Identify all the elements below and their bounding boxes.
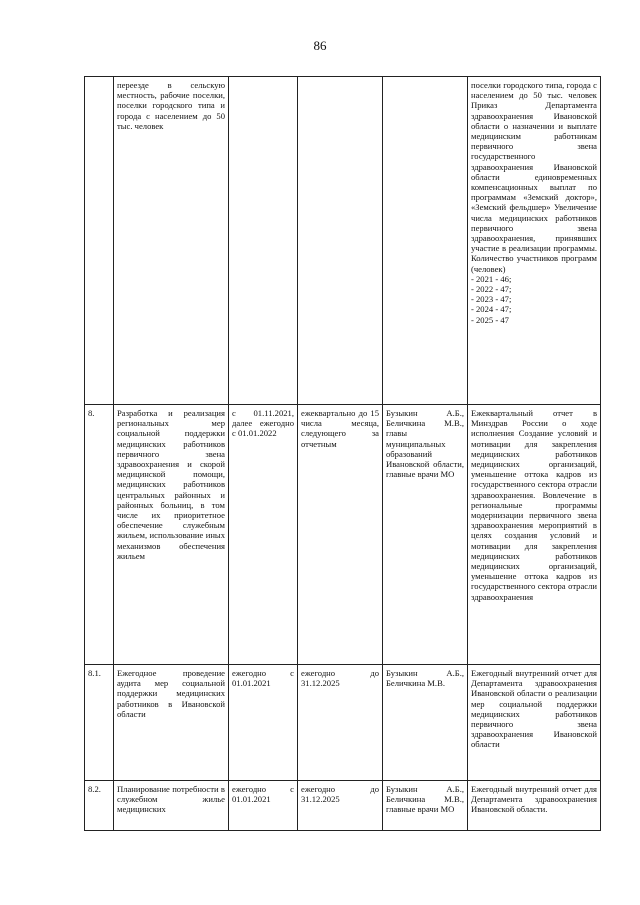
result-text: поселки городского типа, города с населением до 50 тыс. человек Приказ Департамента здравоохранения Ивановской области о назначении и выплате медицинским работникам первичного звена государственного здравоохранения Ивановской области единовременных компенсационных выплат по программам «Земский доктор», «Земский фельдшер» Увеличение числа медицинских работников первичного звена здравоохранения, принявших участие в реализации программы. Количество участников программ (человек) xyxy=(471,80,597,274)
responsible: Бузыкин А.Б., Беличкина М.В., главы муниципальных образований Ивановской области, главные врачи МО xyxy=(383,405,468,665)
list-item: - 2023 - 47; xyxy=(471,294,512,305)
list-item: - 2021 - 46; xyxy=(471,273,512,284)
responsible: Бузыкин А.Б., Беличкина М.В. xyxy=(383,665,468,781)
table-row xyxy=(85,77,601,405)
table-row xyxy=(85,665,601,781)
table-row xyxy=(85,405,601,665)
row-number: 8.1. xyxy=(85,665,114,781)
start-date: с 01.11.2021, далее ежегодно с 01.01.2022 xyxy=(229,405,298,665)
end-date: ежегодно до 31.12.2025 xyxy=(298,665,383,781)
list-item: - 2022 - 47; xyxy=(471,284,512,295)
responsible xyxy=(383,77,468,405)
table-row xyxy=(85,781,601,831)
measure-name: Ежегодное проведение аудита мер социальной поддержки медицинских работников в Ивановской области xyxy=(114,665,229,781)
row-number: 8. xyxy=(85,405,114,665)
participants-list xyxy=(471,274,597,325)
expected-result: Ежегодный внутренний отчет для Департамента здравоохранения Ивановской области. xyxy=(468,781,601,831)
responsible: Бузыкин А.Б., Беличкина М.В., главные врачи МО xyxy=(383,781,468,831)
start-date: ежегодно с 01.01.2021 xyxy=(229,781,298,831)
start-date xyxy=(229,77,298,405)
measure-name: Планирование потребности в служебном жилье медицинских xyxy=(114,781,229,831)
measure-name: переезде в сельскую местность, рабочие поселки, поселки городского типа и города с населением до 50 тыс. человек xyxy=(114,77,229,405)
end-date xyxy=(298,77,383,405)
list-item: - 2024 - 47; xyxy=(471,304,512,315)
expected-result: Ежеквартальный отчет в Минздрав России о ходе исполнения Создание условий и мотивации для закрепления медицинских работников медицинских организаций, уменьшение оттока кадров из государственного сектора отрасли здравоохранения. Вовлечение в региональные программы модернизации первичного звена здравоохранения мероприятий в целях создания условий и мотивации для закрепления медицинских работников медицинских организаций, уменьшение оттока кадров из государственного сектора отрасли здравоохранения xyxy=(468,405,601,665)
start-date: ежегодно с 01.01.2021 xyxy=(229,665,298,781)
expected-result xyxy=(468,77,601,405)
expected-result: Ежегодный внутренний отчет для Департамента здравоохранения Ивановской области о реализации мер социальной поддержки медицинских работников первичного звена здравоохранения Ивановской области xyxy=(468,665,601,781)
end-date: ежегодно до 31.12.2025 xyxy=(298,781,383,831)
list-item: - 2025 - 47 xyxy=(471,314,509,325)
row-number xyxy=(85,77,114,405)
end-date: ежеквартально до 15 числа месяца, следующего за отчетным xyxy=(298,405,383,665)
measures-table xyxy=(84,76,601,831)
row-number: 8.2. xyxy=(85,781,114,831)
measure-name: Разработка и реализация региональных мер социальной поддержки медицинских работников первичного звена здравоохранения и скорой медицинской помощи, медицинских работников центральных районных и районных больниц, в том числе их приоритетное обеспечение служебным жильем, использование иных механизмов обеспечения жильем xyxy=(114,405,229,665)
page-number: 86 xyxy=(313,38,327,53)
